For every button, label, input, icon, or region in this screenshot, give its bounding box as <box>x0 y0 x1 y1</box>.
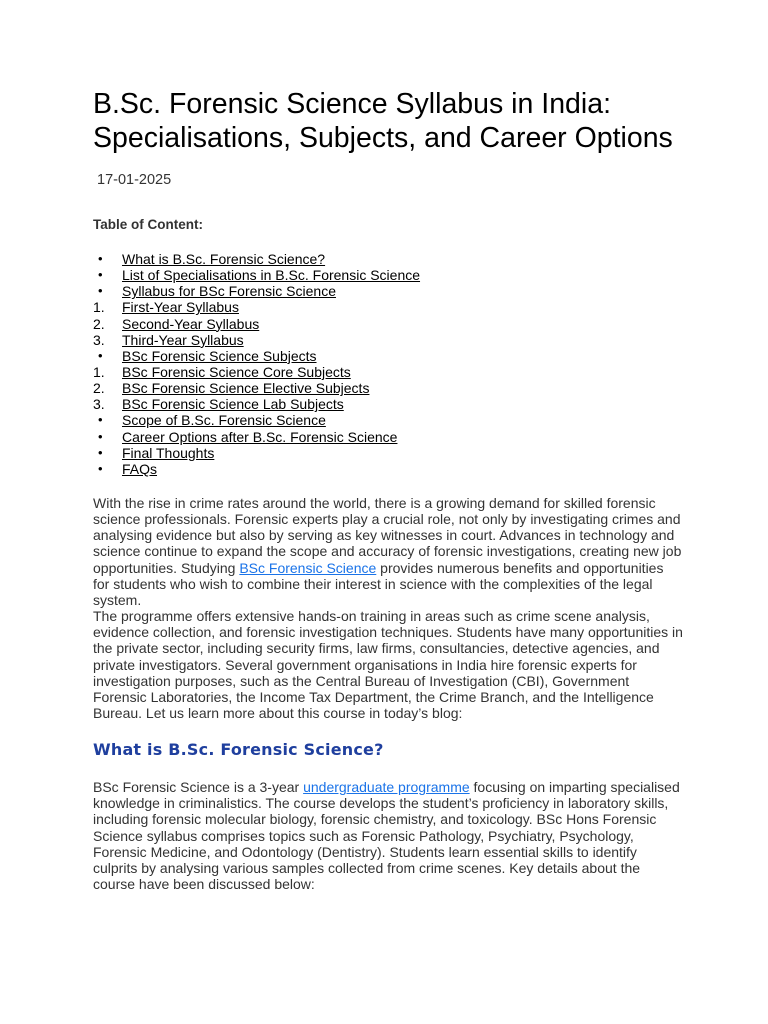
intro-text-1b: provides numerous benefits and opportunities for students who wish to combine their interest in science with the complexities of the legal system. <box>93 559 664 608</box>
toc-item <box>93 332 683 348</box>
toc-link[interactable]: BSc Forensic Science Subjects <box>122 347 317 364</box>
intro-paragraph-2: The programme offers extensive hands-on training in areas such as crime scene analysis, evidence collection, and forensic investigation techniques. Students have many opportunities in the private sector, including security firms, law firms, consultancies, detective agencies, and private investigators. Several government organisations in India hire forensic experts for investigation purposes, such as the Central Bureau of Investigation (CBI), Government Forensic Laboratories, the Income Tax Department, the Crime Branch, and the Intelligence Bureau. Let us learn more about this course in today’s blog: <box>93 608 683 721</box>
toc-link[interactable]: FAQs <box>122 460 158 477</box>
toc-item <box>93 251 683 267</box>
toc-link[interactable]: First-Year Syllabus <box>122 299 239 316</box>
toc-marker: • <box>98 412 103 428</box>
toc-item <box>93 412 683 428</box>
toc-link[interactable]: Scope of B.Sc. Forensic Science <box>122 412 326 429</box>
intro-text-1a: With the rise in crime rates around the world, there is a growing demand for skilled forensic science professionals. Forensic experts play a crucial role, not only by investigating crimes and analysing evidence but also by serving as key witnesses in court. Advances in technology and science continue to expand the scope and accuracy of forensic investigations, creating new job opportunities. Studying <box>93 494 682 576</box>
toc-item <box>93 396 683 412</box>
toc-marker: • <box>98 283 103 299</box>
toc-link[interactable]: BSc Forensic Science Elective Subjects <box>122 380 370 397</box>
toc-marker: 3. <box>93 331 105 348</box>
page-title: B.Sc. Forensic Science Syllabus in India: Specialisations, Subjects, and Career Options <box>93 88 673 154</box>
toc-marker: • <box>98 444 103 460</box>
toc-link[interactable]: BSc Forensic Science Lab Subjects <box>122 396 344 413</box>
toc-item <box>93 461 683 477</box>
toc-link[interactable]: Final Thoughts <box>122 444 215 461</box>
toc-link[interactable]: BSc Forensic Science Core Subjects <box>122 363 351 380</box>
toc-marker: 2. <box>93 315 105 332</box>
bsc-forensic-science-link[interactable]: BSc Forensic Science <box>239 559 377 576</box>
toc-heading: Table of Content: <box>93 217 203 232</box>
toc-marker: 2. <box>93 380 105 397</box>
section-text-b: focusing on imparting specialised knowledge in criminalistics. The course develops the student’s proficiency in laboratory skills, including forensic molecular biology, forensic chemistry, and toxicology. BSc Hons Forensic Science syllabus comprises topics such as Forensic Pathology, Psychiatry, Psychology, Forensic Medicine, and Odontology (Dentistry). Students learn essential skills to identify culprits by analysing various samples collected from crime scenes. Key details about the course have been discussed below: <box>93 779 680 893</box>
intro-paragraph-1 <box>93 495 683 608</box>
publish-date: 17-01-2025 <box>97 172 172 188</box>
toc-marker: • <box>98 428 103 444</box>
section-text-a: BSc Forensic Science is a 3-year <box>93 779 304 796</box>
toc-item <box>93 283 683 299</box>
section-heading-what-is: What is B.Sc. Forensic Science? <box>93 740 384 760</box>
toc-link[interactable]: What is B.Sc. Forensic Science? <box>122 251 326 267</box>
intro-paragraph <box>93 495 683 721</box>
undergraduate-programme-link[interactable]: undergraduate programme <box>303 779 470 796</box>
section-paragraph <box>93 779 683 892</box>
table-of-contents <box>93 251 683 477</box>
toc-item <box>93 364 683 380</box>
toc-item <box>93 267 683 283</box>
toc-item <box>93 348 683 364</box>
toc-link[interactable]: Syllabus for BSc Forensic Science <box>122 283 336 300</box>
toc-marker: 1. <box>93 299 105 316</box>
toc-marker: • <box>98 251 103 266</box>
toc-link[interactable]: Second-Year Syllabus <box>122 315 260 332</box>
toc-marker: • <box>98 460 103 476</box>
toc-link[interactable]: Career Options after B.Sc. Forensic Science <box>122 428 398 445</box>
toc-marker: 3. <box>93 396 105 413</box>
toc-item <box>93 316 683 332</box>
article <box>93 88 683 892</box>
toc-item <box>93 380 683 396</box>
section-paragraph-1 <box>93 779 683 892</box>
toc-link[interactable]: Third-Year Syllabus <box>122 331 244 348</box>
toc-item <box>93 299 683 315</box>
toc-marker: 1. <box>93 363 105 380</box>
toc-item <box>93 445 683 461</box>
toc-link[interactable]: List of Specialisations in B.Sc. Forensic Science <box>122 267 421 284</box>
toc-marker: • <box>98 347 103 363</box>
toc-marker: • <box>98 267 103 283</box>
toc-item <box>93 429 683 445</box>
